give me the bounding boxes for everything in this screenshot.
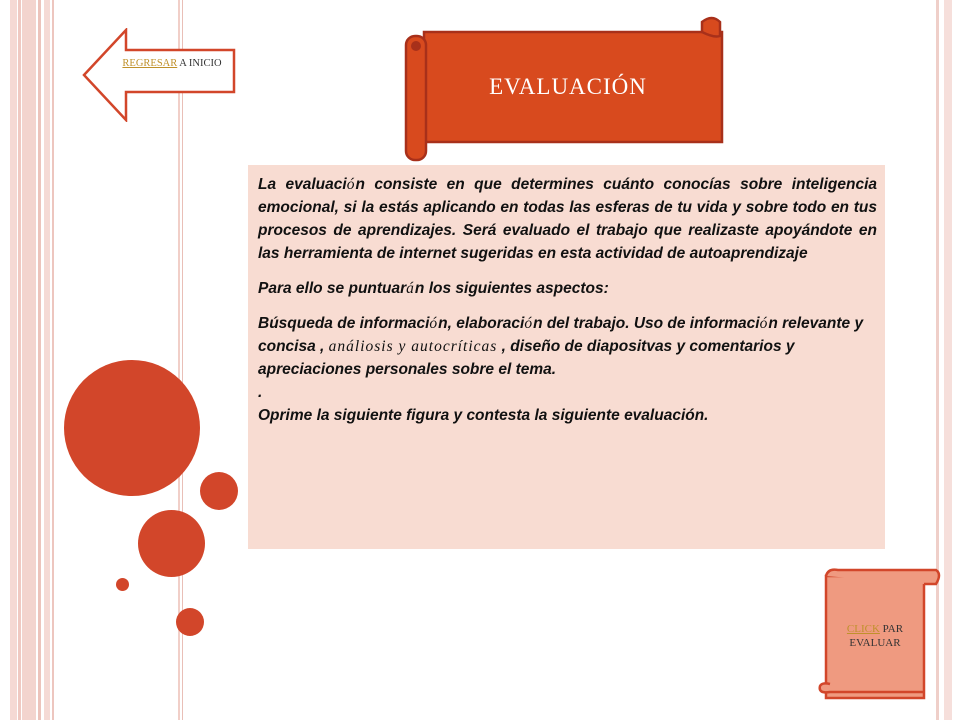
- decor-stripe: [38, 0, 41, 720]
- back-to-home-link[interactable]: REGRESAR: [122, 58, 178, 69]
- aspects-intro: Para ello se puntuarán los siguientes aspectos:: [258, 280, 609, 297]
- decor-stripe: [52, 0, 54, 720]
- evaluate-label[interactable]: [832, 622, 918, 650]
- back-to-home-label[interactable]: [116, 58, 228, 70]
- decor-stripe: [44, 0, 50, 720]
- decor-stripe: [944, 0, 952, 720]
- left-arrow-icon: [82, 28, 236, 122]
- aspects-list: Búsqueda de información, elaboración del trabajo. Uso de información relevante y concisa , análiosis y autocríticas , diseño de diapositvas y comentarios y apreciaciones personales sobre el tema.: [258, 315, 864, 378]
- decor-circle-tiny: [116, 578, 129, 591]
- decor-stripe: [18, 0, 21, 720]
- intro-paragraph: La evaluación consiste en que determines cuánto conocías sobre inteligencia emocional, si la estás aplicando en todas las esferas de tu vida y sobre todo en tus procesos de aprendizajes. Será evaluado el trabajo que realizaste apoyándote en las herramienta de internet sugeridas en esta actividad de autoaprendizaje: [258, 176, 877, 262]
- decor-stripe: [22, 0, 36, 720]
- evaluate-suffix: PAR EVALUAR: [849, 623, 904, 649]
- decor-circle-medium: [138, 510, 205, 577]
- back-to-home-suffix: A INICIO: [177, 58, 222, 69]
- page-title: EVALUACIÓN: [489, 74, 647, 99]
- evaluate-link[interactable]: CLICK: [846, 623, 880, 635]
- separator-dot: .: [258, 384, 263, 401]
- instruction-text: Oprime la siguiente figura y contesta la siguiente evaluación.: [258, 407, 709, 424]
- decor-circle-small: [176, 608, 204, 636]
- decor-stripe: [10, 0, 17, 720]
- content-panel: [248, 165, 885, 549]
- back-to-home-button[interactable]: [82, 28, 236, 122]
- decor-circle-small: [200, 472, 238, 510]
- decor-circle-large: [64, 360, 200, 496]
